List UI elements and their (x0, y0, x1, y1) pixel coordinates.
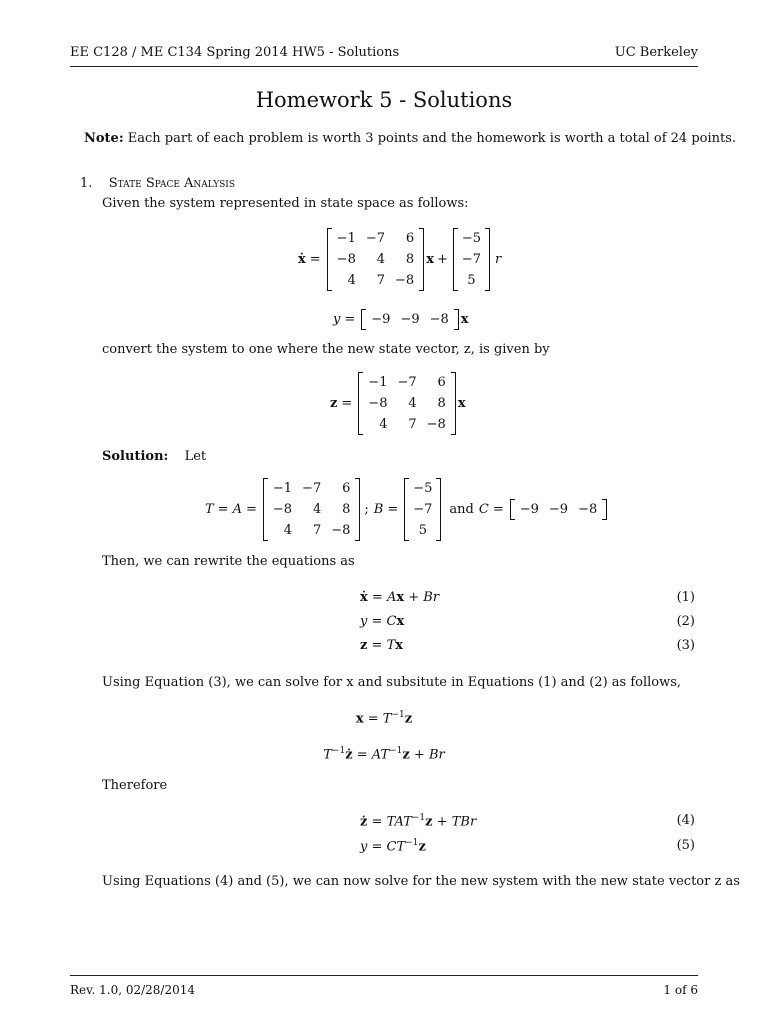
matrix-b-def-cell: −5 (413, 481, 433, 496)
problem-number: 1. (80, 176, 93, 191)
note-label: Note: (84, 131, 124, 146)
definitions-equation: T = A = −1 −7 6 −8 4 8 4 7 −8 ; B = −5 −7 5 and C = −9 −9 −8 (205, 478, 609, 541)
output-equation: y = −9 −9 −8 x (333, 309, 469, 330)
matrix-t-cell: −7 (397, 375, 417, 390)
note-paragraph (84, 131, 736, 146)
matrix-t-cell: −8 (368, 396, 388, 411)
equation-number: (2) (676, 614, 695, 629)
matrix-a-cell: −8 (395, 273, 415, 288)
matrix-t-cell: 4 (379, 417, 388, 432)
matrix-a-def-cell: 4 (312, 502, 322, 517)
matrix-t-cell: 6 (437, 375, 446, 390)
matrix-b-def-table (409, 478, 436, 541)
equation-number: (4) (676, 813, 695, 828)
substituted-equation: $T^{-1}ż = AT^{-1}z + Br$ (323, 746, 445, 763)
state-equation: ẋ = −1 −7 6 −8 4 8 4 7 −8 x + −5 −7 5 r (298, 228, 501, 291)
page-title: Homework 5 - Solutions (255, 88, 513, 112)
matrix-b-cell: −5 (461, 231, 482, 246)
matrix-B (453, 228, 490, 291)
matrix-a-def-cell: −7 (302, 481, 322, 496)
matrix-t-cell: 7 (408, 417, 417, 432)
solution-label: Solution: (102, 449, 169, 464)
matrix-a-def-cell: 4 (283, 523, 293, 538)
matrix-C-def (510, 499, 608, 520)
matrix-c-def-cell: −9 (548, 502, 569, 517)
therefore-text: Therefore (102, 778, 168, 793)
footer-rule (70, 975, 698, 976)
matrix-c-cell: −9 (371, 312, 391, 327)
x-solution-equation: $x = T^{-1}z$ (355, 710, 413, 727)
equation-number: (5) (676, 838, 695, 853)
matrix-b-cell: −7 (461, 252, 482, 267)
using-eq45-text: Using Equations (4) and (5), we can now solve for the new system with the new state vector z as (102, 874, 740, 889)
matrix-a-def-table (268, 478, 356, 541)
matrix-C (361, 309, 459, 330)
matrix-c-table (366, 309, 454, 330)
matrix-a-cell: −7 (365, 231, 386, 246)
matrix-a-cell: 4 (347, 273, 356, 288)
matrix-A (327, 228, 425, 291)
footer-revision: Rev. 1.0, 02/28/2014 (70, 983, 195, 997)
matrix-t-cell: −8 (426, 417, 446, 432)
matrix-a-def-cell: 6 (342, 481, 351, 496)
matrix-b-cell: 5 (467, 273, 476, 288)
header-course: EE C128 / ME C134 Spring 2014 HW5 - Solutions (70, 45, 400, 60)
header-rule (70, 66, 698, 67)
equation-1: ẋ = Ax + Br (1) (360, 590, 695, 605)
matrix-t-cell: 4 (408, 396, 417, 411)
matrix-a-def-cell: −1 (272, 481, 293, 496)
solution-line (102, 449, 206, 464)
matrix-b-def-cell: 5 (418, 523, 427, 538)
equation-2: y = Cx (2) (360, 614, 695, 629)
note-text: Each part of each problem is worth 3 points and the homework is worth a total of 24 points. (127, 131, 737, 146)
matrix-A-def (263, 478, 361, 541)
matrix-a-cell: 8 (405, 252, 415, 267)
equation-4: ż = $TAT^{-1}z$ + TBr (4) (360, 813, 695, 830)
matrix-a-table (332, 228, 420, 291)
and-word: and (449, 502, 474, 517)
matrix-a-def-cell: 7 (312, 523, 322, 538)
equation-number: (1) (676, 590, 695, 605)
equation-3: z = Tx (3) (360, 638, 695, 653)
equation-number: (3) (676, 638, 695, 653)
matrix-a-cell: 7 (376, 273, 386, 288)
matrix-b-def-cell: −7 (413, 502, 433, 517)
matrix-t-cell: −1 (368, 375, 388, 390)
matrix-a-def-cell: −8 (331, 523, 351, 538)
matrix-c-def-cell: −8 (578, 502, 598, 517)
header-institution: UC Berkeley (614, 45, 698, 60)
footer-page-number: 1 of 6 (663, 983, 698, 997)
matrix-c-def-table (515, 499, 603, 520)
convert-text: convert the system to one where the new state vector, z, is given by (102, 342, 550, 357)
matrix-t-cell: 8 (437, 396, 446, 411)
rewrite-text: Then, we can rewrite the equations as (102, 554, 355, 569)
using-eq3-text: Using Equation (3), we can solve for x and subsitute in Equations (1) and (2) as follows, (102, 675, 682, 690)
matrix-a-cell: −8 (336, 252, 356, 267)
matrix-a-cell: −1 (336, 231, 356, 246)
solution-let: Let (184, 449, 207, 464)
matrix-a-cell: 4 (376, 252, 386, 267)
equation-5: $y = CT^{-1}z$ (5) (360, 838, 695, 855)
problem-intro: Given the system represented in state space as follows: (102, 196, 469, 211)
matrix-b-table (458, 228, 485, 291)
matrix-a-cell: 6 (405, 231, 415, 246)
matrix-c-cell: −9 (400, 312, 420, 327)
matrix-B-def (404, 478, 441, 541)
transform-equation: z = −1 −7 6 −8 4 8 4 7 −8 x (330, 372, 466, 435)
problem-title: State Space Analysis (108, 176, 236, 191)
matrix-c-def-cell: −9 (519, 502, 539, 517)
matrix-c-cell: −8 (429, 312, 449, 327)
matrix-a-def-cell: 8 (342, 502, 351, 517)
matrix-a-def-cell: −8 (272, 502, 293, 517)
matrix-T (358, 372, 456, 435)
problem-heading (80, 176, 235, 191)
matrix-t-table (363, 372, 451, 435)
